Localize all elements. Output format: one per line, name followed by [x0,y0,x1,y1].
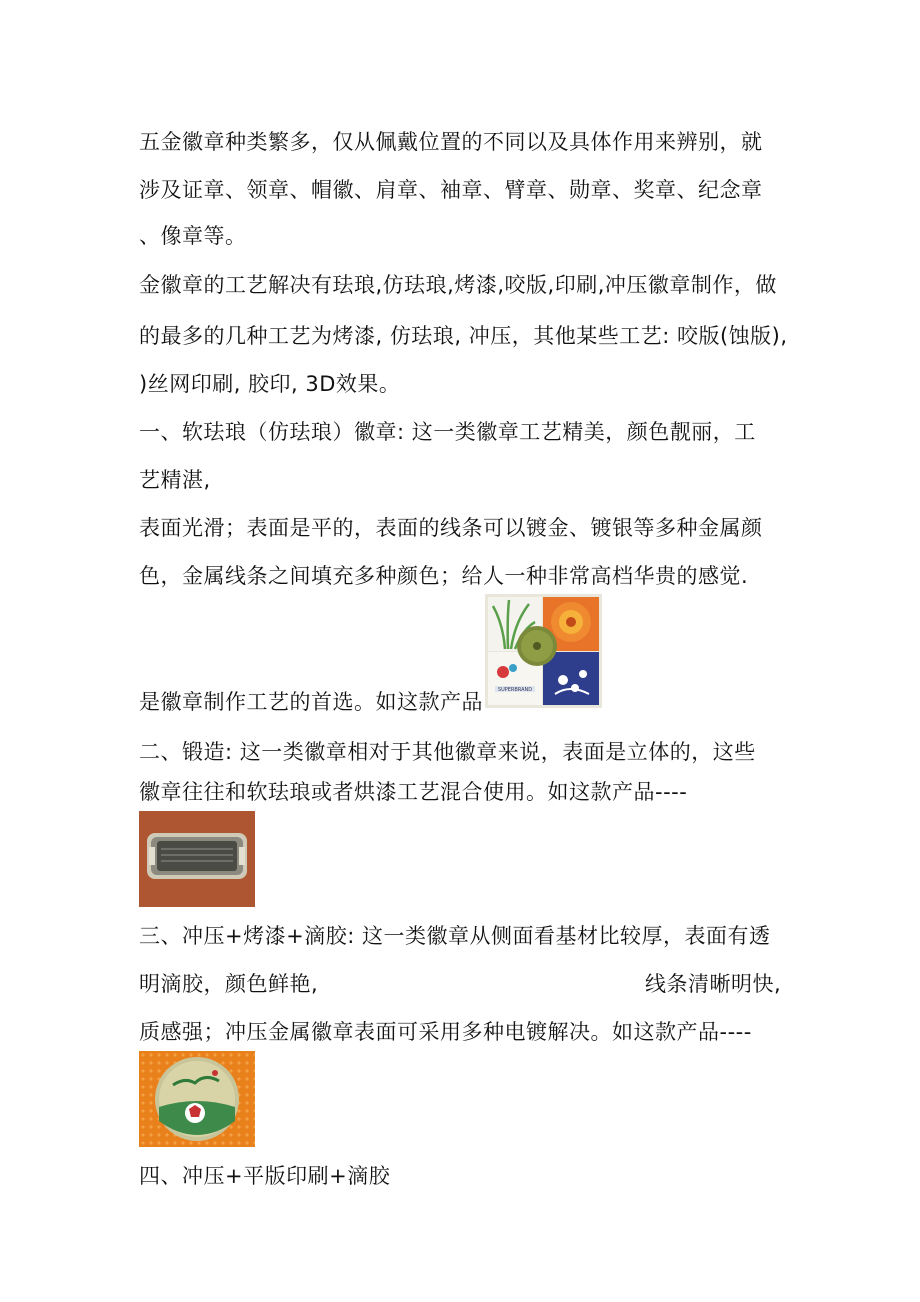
forged-badge-image [139,811,255,907]
stamped-badge-image [139,1051,255,1147]
section1-line-1: 一、软珐琅（仿珐琅）徽章: 这一类徽章工艺精美，颜色靓丽，工 [139,420,756,444]
section3-line-2a: 明滴胶，颜色鲜艳, [139,972,319,996]
section3-line-3: 质感强；冲压金属徽章表面可采用多种电镀解决。如这款产品---- [139,1020,752,1044]
section1-line-2: 艺精湛, [139,468,211,492]
process-line-1: 金徽章的工艺解决有珐琅,仿珐琅,烤漆,咬版,印刷,冲压徽章制作，做 [139,273,777,297]
soft-enamel-badge-image [485,594,602,708]
section3-line-1: 三、冲压+烤漆+滴胶: 这一类徽章从侧面看基材比较厚，表面有透 [139,924,771,948]
section2-line-2: 徽章往往和软珐琅或者烘漆工艺混合使用。如这款产品---- [139,780,688,804]
process-line-3: )丝网印刷, 胶印, 3D效果。 [139,372,401,396]
section4-line-1: 四、冲压+平版印刷+滴胶 [139,1164,391,1188]
section1-line-4: 色，金属线条之间填充多种颜色；给人一种非常高档华贵的感觉. [139,564,749,588]
badge-caption-text: SUPERBRAND [497,687,533,693]
intro-line-3: 、像章等。 [139,224,247,248]
section1-line-3: 表面光滑；表面是平的，表面的线条可以镀金、镀银等多种金属颜 [139,516,763,540]
intro-line-2: 涉及证章、领章、帽徽、肩章、袖章、臂章、勋章、奖章、纪念章 [139,178,763,202]
section3-line-2b: 线条清晰明快, [645,972,782,996]
section1-line-5: 是徽章制作工艺的首选。如这款产品 [139,690,483,714]
process-line-2: 的最多的几种工艺为烤漆, 仿珐琅, 冲压，其他某些工艺: 咬版(蚀版), [139,324,788,348]
intro-line-1: 五金徽章种类繁多，仅从佩戴位置的不同以及具体作用来辨别，就 [139,130,763,154]
section2-line-1: 二、锻造: 这一类徽章相对于其他徽章来说，表面是立体的，这些 [139,740,756,764]
